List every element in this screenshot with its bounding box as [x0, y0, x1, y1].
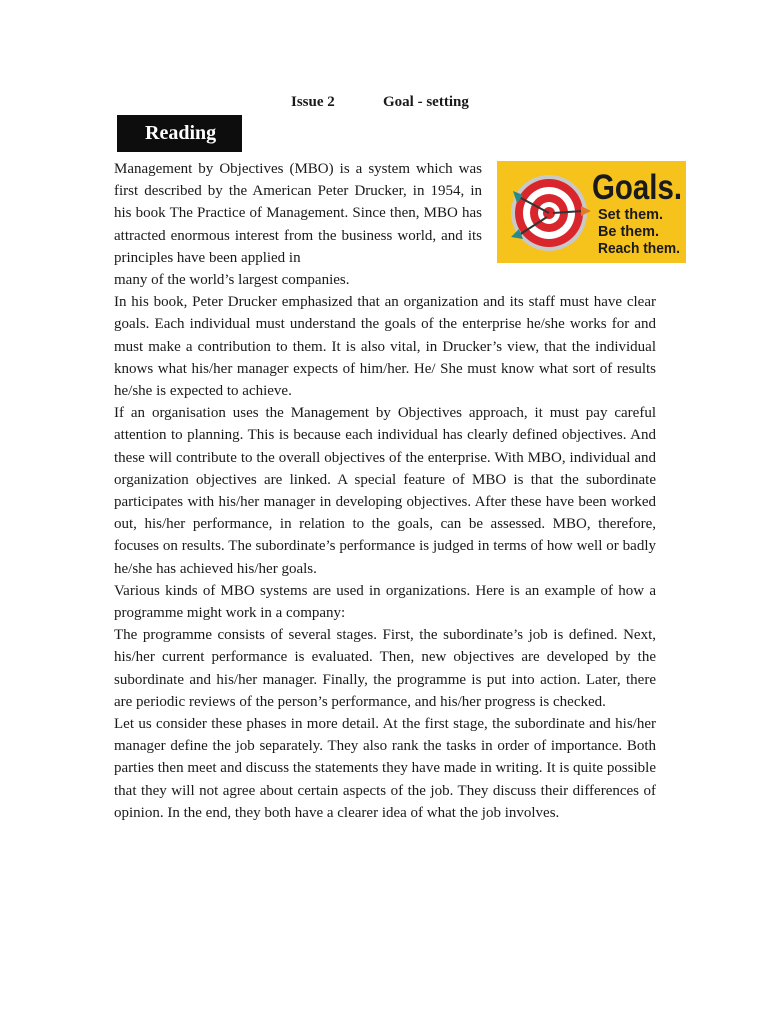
goals-line-set: Set them. [598, 206, 663, 223]
paragraph-6: Let us consider these phases in more detail. At the first stage, the subordinate and his/her manager define the job separately. They also rank the tasks in order of importance. Both parties then meet and discuss the statements they have made in writing. It is quite possible that they will not agree about certain aspects of the job. They discuss their differences of opinion. In the end, they both have a clearer idea of what the job involves. [114, 716, 656, 821]
paragraph-3: If an organisation uses the Management by Objectives approach, it must pay careful attention to planning. This is because each individual has clearly defined objectives. And these will contribute to the overall objectives of the enterprise. With MBO, individual and organization objectives are linked. A special feature of MBO is that the subordinate participates with his/her manager in developing objectives. After these have been worked out, his/her performance, in relation to the goals, can be assessed. MBO, therefore, focuses on results. The subordinate’s performance is judged in terms of how well or badly he/she has achieved his/her goals. [114, 405, 656, 577]
reading-text [114, 158, 656, 824]
paragraph-4: Various kinds of MBO systems are used in organizations. Here is an example of how a programme might work in a company: [114, 582, 656, 622]
goals-line-reach: Reach them. [598, 240, 680, 257]
goals-title: Goals. [592, 168, 682, 207]
paragraph-1a: Management by Objectives (MBO) is a system which was first described by the American Peter Drucker, in 1954, in his book The Practice of Management. Since then, MBO has attracted enormous interest from the business world, and its principles have been applied in [114, 161, 482, 266]
page-header [0, 94, 768, 114]
paragraph-1b: many of the world’s largest companies. [114, 272, 350, 289]
goals-line-be: Be them. [598, 223, 659, 240]
issue-number: Issue 2 [291, 94, 335, 110]
paragraph-2: In his book, Peter Drucker emphasized that an organization and its staff must have clear goals. Each individual must understand the goals of the enterprise he/she works for and must make a contribution to them. It is also vital, in Drucker’s view, that the individual knows what his/her manager expects of him/her. He/ She must know what sort of results he/she is expected to achieve. [114, 294, 656, 400]
reading-section-label: Reading [117, 115, 242, 152]
issue-topic: Goal - setting [383, 94, 469, 110]
paragraph-5: The programme consists of several stages. First, the subordinate’s job is defined. Next, his/her current performance is evaluated. Then, new objectives are developed by the subordinate and his/her manager. Finally, the programme is put into action. Later, there are periodic reviews of the person’s performance, and his/her progress is checked. [114, 627, 656, 710]
